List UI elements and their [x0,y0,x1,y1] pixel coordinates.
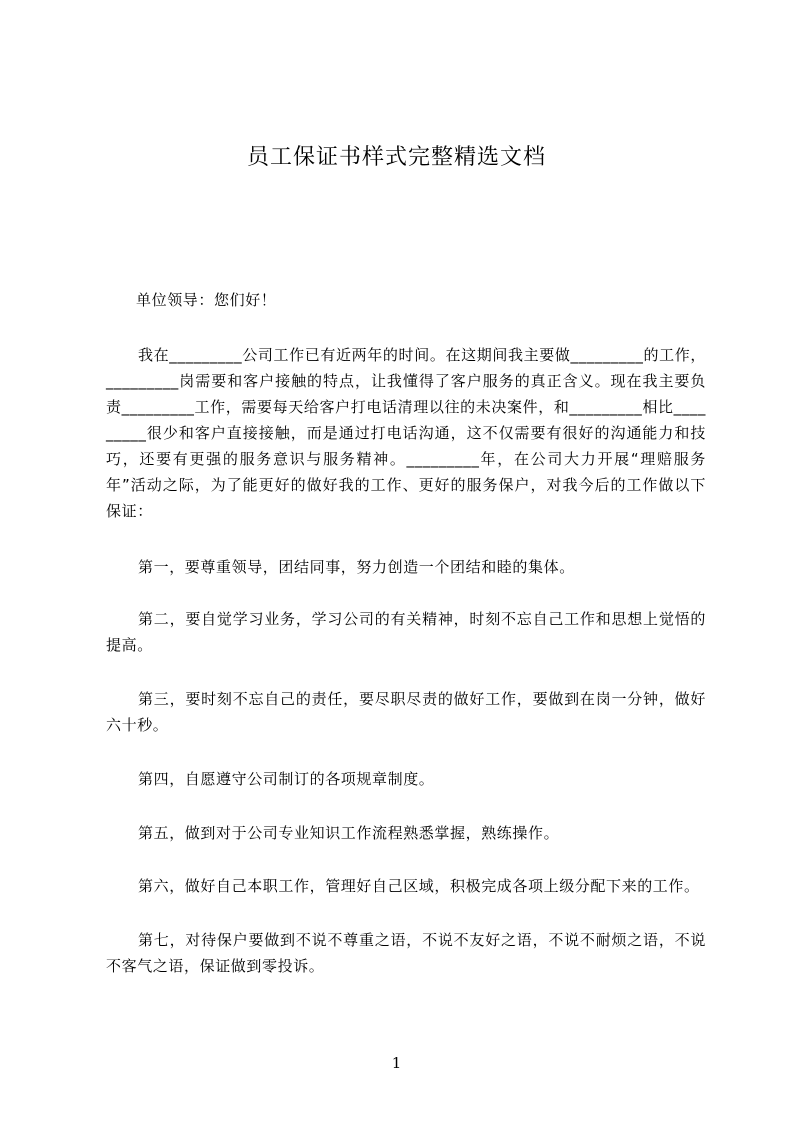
pledge-item-3: 第三，要时刻不忘自己的责任，要尽职尽责的做好工作，要做到在岗一分钟，做好六十秒。 [106,690,706,734]
intro-paragraph: 我在_________公司工作已有近两年的时间。在这期间我主要做_________的工作，_________岗需要和客户接触的特点，让我懂得了客户服务的真正含义。现在我主要负责_________工作，需要每天给客户打电话清理以往的未决案件，和_________相比_________很少和客户直接接触，而是通过打电话沟通，这不仅需要有很好的沟通能力和技巧，还要有更强的服务意识与服务精神。_________年，在公司大力开展“理赔服务年”活动之际，为了能更好的做好我的工作、更好的服务保户，对我今后的工作做以下保证： [106,346,706,520]
pledge-item-5: 第五，做到对于公司专业知识工作流程熟悉掌握，熟练操作。 [138,824,560,842]
pledge-item-7: 第七，对待保户要做到不说不尊重之语，不说不友好之语，不说不耐烦之语，不说不客气之语，保证做到零投诉。 [106,931,706,975]
pledge-item-1: 第一，要尊重领导，团结同事，努力创造一个团结和睦的集体。 [138,558,575,576]
greeting-line: 单位领导：您们好！ [136,291,277,309]
pledge-item-4: 第四，自愿遵守公司制订的各项规章制度。 [138,770,435,788]
pledge-item-6: 第六，做好自己本职工作，管理好自己区域，积极完成各项上级分配下来的工作。 [138,877,700,895]
page-number: 1 [391,1054,402,1072]
document-title: 员工保证书样式完整精选文档 [246,145,546,170]
pledge-item-2: 第二，要自觉学习业务，学习公司的有关精神，时刻不忘自己工作和思想上觉悟的提高。 [106,610,706,654]
